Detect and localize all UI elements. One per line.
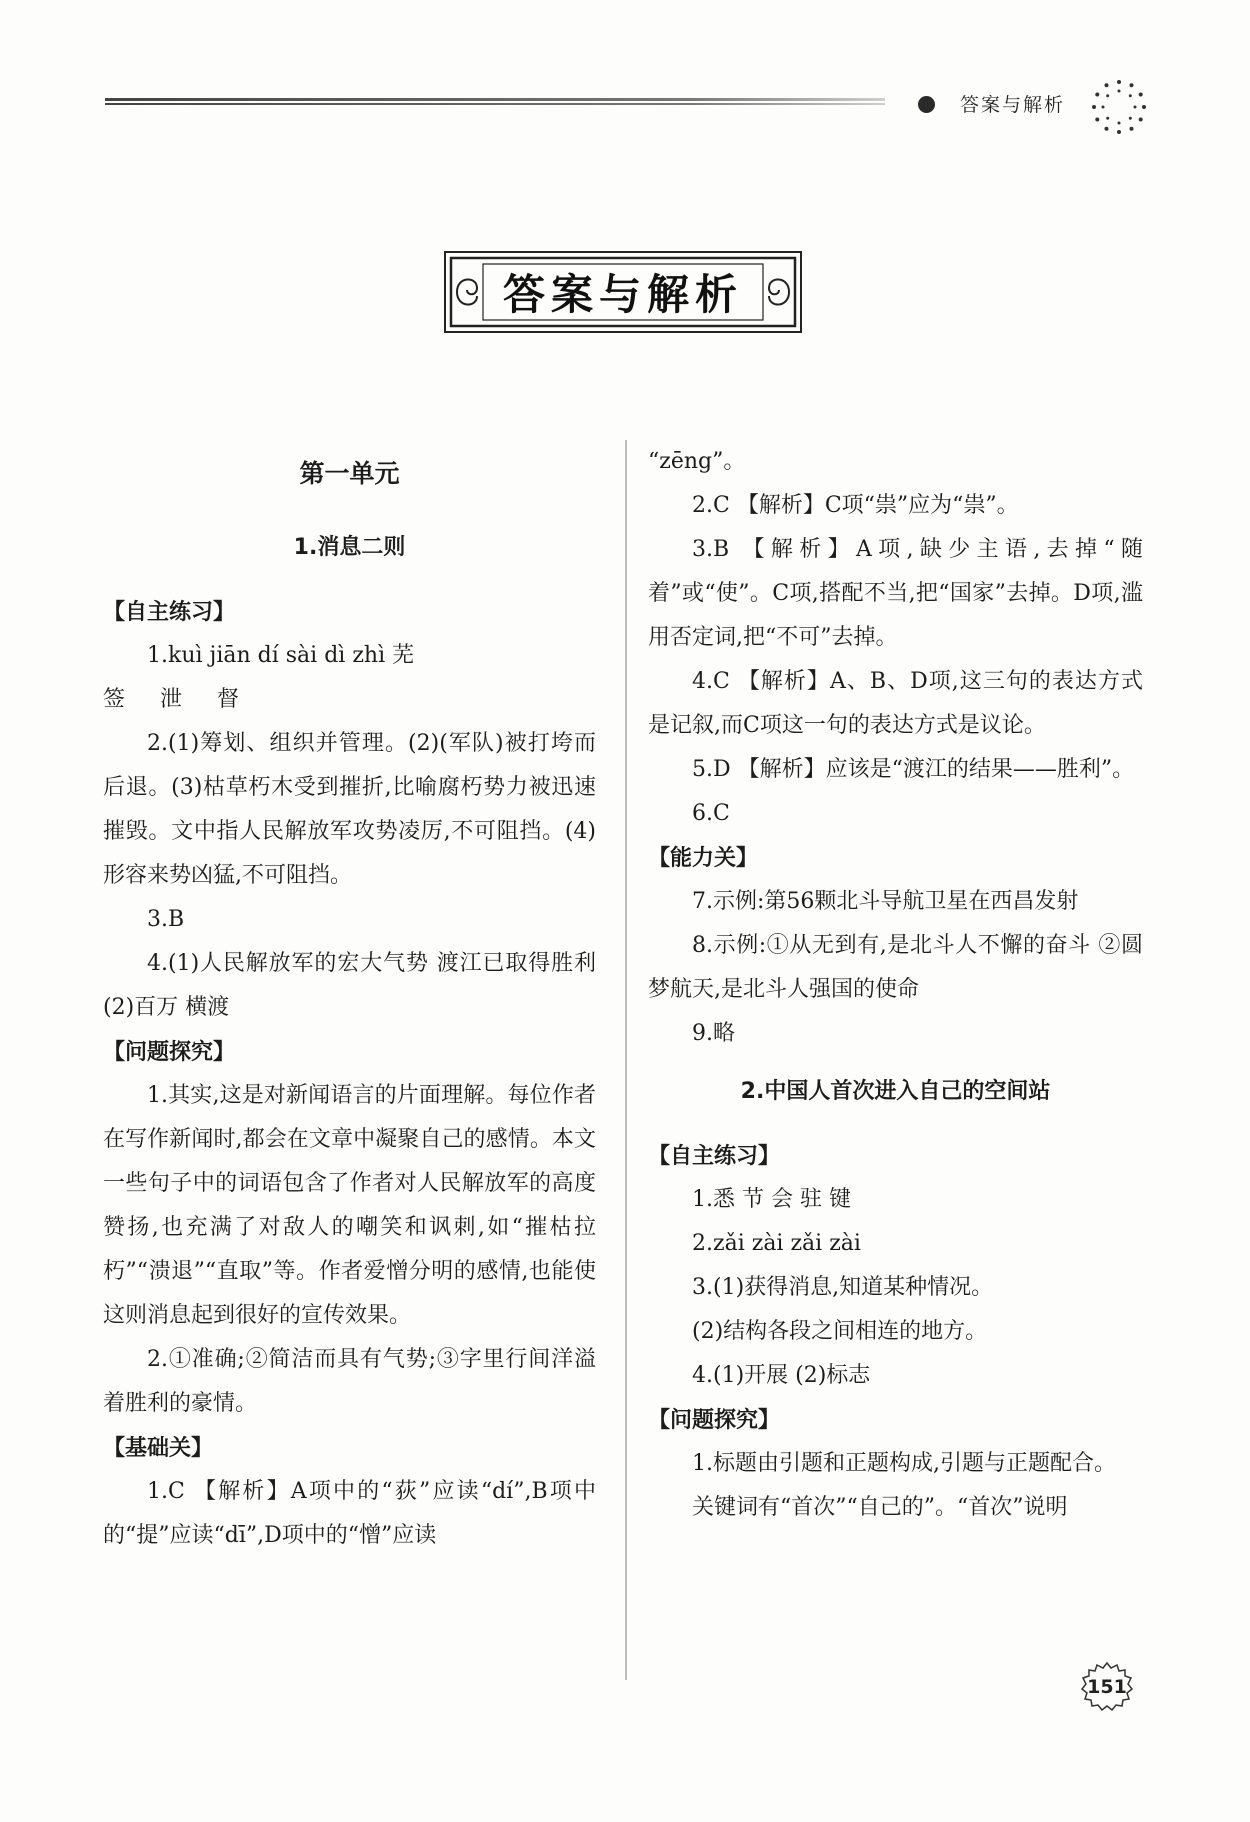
section-heading: 【能力关】 bbox=[648, 845, 759, 871]
answer-paragraph: 1.kuì jiān dí sài dì zhì 芜 bbox=[147, 643, 415, 668]
answer-paragraph: 4.C 【解析】A、B、D项,这三句的表达方式是记叙,而C项这一句的表达方式是议论。 bbox=[648, 669, 1143, 738]
answer-paragraph: 1.标题由引题和正题构成,引题与正题配合。 bbox=[692, 1451, 1116, 1476]
page-number-badge bbox=[1080, 1660, 1134, 1714]
left-column bbox=[103, 440, 596, 1558]
answer-paragraph: 关键词有“首次”“自己的”。“首次”说明 bbox=[692, 1495, 1068, 1520]
right-column bbox=[648, 440, 1143, 1530]
answer-paragraph: 3.(1)获得消息,知道某种情况。 bbox=[692, 1275, 994, 1300]
unit-title: 第一单元 bbox=[299, 459, 400, 488]
column-divider bbox=[625, 440, 627, 1680]
section-heading: 【基础关】 bbox=[103, 1435, 214, 1461]
answer-paragraph: 9.略 bbox=[692, 1021, 735, 1046]
answer-paragraph: 1.其实,这是对新闻语言的片面理解。每位作者在写作新闻时,都会在文章中凝聚自己的感情。本文一些句子中的词语包含了作者对人民解放军的高度赞扬,也充满了对敌人的嘲笑和讽刺,如“摧枯拉朽”“溃退”“直取”等。作者爱憎分明的感情,也能使这则消息起到很好的宣传效果。 bbox=[103, 1083, 596, 1328]
section-heading: 【问题探究】 bbox=[103, 1039, 236, 1065]
answer-paragraph: (2)结构各段之间相连的地方。 bbox=[692, 1319, 988, 1344]
answer-paragraph: 4.(1)开展 (2)标志 bbox=[692, 1363, 871, 1388]
section-heading: 【问题探究】 bbox=[648, 1407, 781, 1433]
answer-paragraph: 2.C 【解析】C项“祟”应为“祟”。 bbox=[692, 493, 1019, 518]
section-heading: 【自主练习】 bbox=[103, 599, 236, 625]
answer-paragraph: 1.悉 节 会 驻 键 bbox=[692, 1187, 851, 1212]
header-bullet-icon bbox=[918, 96, 935, 113]
header-section-label: 答案与解析 bbox=[960, 94, 1066, 116]
answer-paragraph: 2.zǎi zài zǎi zài bbox=[692, 1231, 861, 1256]
answer-paragraph: 7.示例:第56颗北斗导航卫星在西昌发射 bbox=[692, 889, 1079, 914]
answer-paragraph: “zēng”。 bbox=[648, 449, 746, 474]
answer-paragraph: 1.C 【解析】A项中的“荻”应读“dí”,B项中的“提”应读“dī”,D项中的“憎”应读 bbox=[103, 1479, 596, 1548]
header-rule bbox=[105, 98, 885, 107]
answer-paragraph: 5.D 【解析】应该是“渡江的结果——胜利”。 bbox=[692, 757, 1135, 782]
answer-paragraph: 3.B 【解析】A项,缺少主语,去掉“随着”或“使”。C项,搭配不当,把“国家”去掉。D项,滥用否定词,把“不可”去掉。 bbox=[648, 537, 1143, 650]
page-title: 答案与解析 bbox=[502, 270, 743, 319]
lesson-title: 2.中国人首次进入自己的空间站 bbox=[740, 1079, 1051, 1104]
answer-paragraph: 2.①准确;②简洁而具有气势;③字里行间洋溢着胜利的豪情。 bbox=[103, 1347, 596, 1416]
lesson-title: 1.消息二则 bbox=[293, 535, 406, 560]
answer-paragraph: 4.(1)人民解放军的宏大气势 渡江已取得胜利 (2)百万 横渡 bbox=[103, 951, 596, 1020]
answer-paragraph: 签 泄 督 bbox=[103, 687, 253, 712]
title-banner bbox=[443, 250, 803, 334]
answer-paragraph: 3.B bbox=[147, 907, 185, 932]
answer-paragraph: 6.C bbox=[692, 801, 730, 826]
sun-ornament-icon bbox=[1090, 78, 1148, 136]
answer-paragraph: 2.(1)筹划、组织并管理。(2)(军队)被打垮而后退。(3)枯草朽木受到摧折,比喻腐朽势力被迅速摧毁。文中指人民解放军攻势凌厉,不可阻挡。(4)形容来势凶猛,不可阻挡。 bbox=[103, 731, 596, 888]
answer-paragraph: 8.示例:①从无到有,是北斗人不懈的奋斗 ②圆梦航天,是北斗人强国的使命 bbox=[648, 933, 1143, 1002]
section-heading: 【自主练习】 bbox=[648, 1143, 781, 1169]
page-number: 151 bbox=[1087, 1676, 1127, 1698]
